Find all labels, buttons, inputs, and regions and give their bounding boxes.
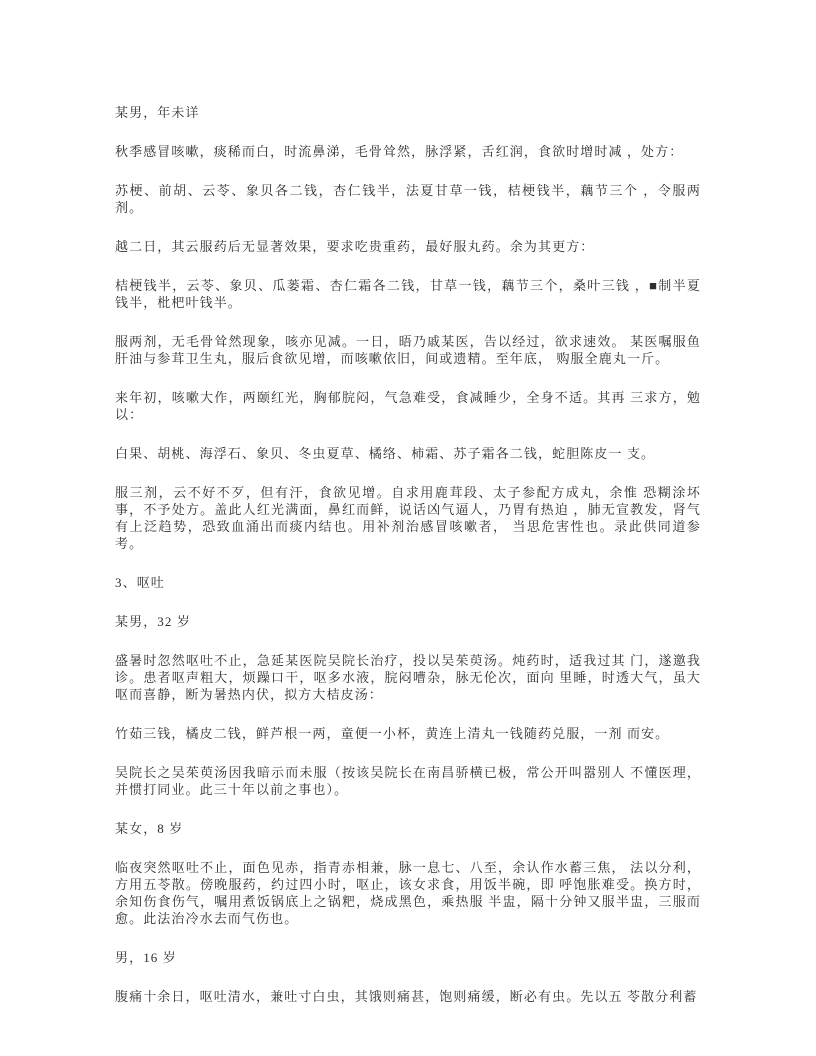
prescription-paragraph: 白果、胡桃、海浮石、象贝、冬虫夏草、橘络、柿霜、苏子霜各二钱，蛇胆陈皮一 支。 [115, 446, 656, 461]
prescription-paragraph: 桔梗钱半，云苓、象贝、瓜蒌霜、杏仁霜各二钱，甘草一钱，藕节三个，桑叶三钱 ，■制半夏钱半，枇杷叶钱半。 [115, 278, 701, 310]
patient-heading: 某女，8 岁 [115, 821, 184, 836]
patient-heading: 男，16 岁 [115, 950, 177, 965]
body-paragraph: 秋季感冒咳嗽，痰稀而白，时流鼻涕，毛骨耸然，脉浮紧，舌红润，食欲时增时减 ，处方： [115, 144, 684, 159]
body-paragraph: 服三剂，云不好不歹，但有汗，食欲见增。自求用鹿茸段、太子参配方成丸，余惟 恐糊涂坏事，不予处方。盖此人红光满面，鼻红而鲜，说话凶气逼人，乃胃有热迫 ，肺无宣教发，肾气有上泛趋势，恐致血涌出而痰内结也。用补剂治感冒咳嗽者， 当思危害性也。录此供同道参考。 [115, 485, 701, 551]
body-paragraph: 腹痛十余日，呕吐清水，兼吐寸白虫，其饿则痛甚，饱则痛缓，断必有虫。先以五 苓散分利蓄 [115, 989, 698, 1004]
prescription-paragraph: 竹茹三钱，橘皮二钱，鲜芦根一两，童便一小杯，黄连上清丸一钱随药兑服，一剂 而安。 [115, 726, 670, 741]
document-page [115, 104, 701, 1027]
section-heading: 3、呕吐 [115, 575, 165, 590]
patient-heading: 某男，32 岁 [115, 614, 191, 629]
body-paragraph: 临夜突然呕吐不止，面色见赤，指青赤相兼，脉一息七、八至，余认作水蓄三焦， 法以分利，方用五苓散。傍晚服药，约过四小时，呕止，该女求食，用饭半碗，即 呼饱胀难受。换方时，余知伤食伤气，嘱用煮饭锅底上之锅粑，烧成黑色，乘热服 半盅，隔十分钟又服半盅，三服而愈。此法治冷水去而气伤也。 [115, 860, 701, 926]
body-paragraph: 吴院长之吴茱萸汤因我暗示而未服（按该吴院长在南昌骄横已极，常公开叫嚣别人 不懂医理，并惯打同业。此三十年以前之事也）。 [115, 765, 701, 797]
body-paragraph: 来年初，咳嗽大作，两颐红光，胸郁脘闷，气急难受，食减睡少，全身不适。其再 三求方，勉以： [115, 390, 701, 422]
patient-heading: 某男，年未详 [115, 105, 200, 120]
body-paragraph: 盛暑时忽然呕吐不止，急延某医院吴院长治疗，投以吴茱萸汤。炖药时，适我过其 门，遂邀我诊。患者呕声粗大，烦躁口干，呕多水液，脘闷嘈杂，脉无伦次，面向 里睡，时透大气，虽大呕而喜静，断为暑热内伏，拟方大桔皮汤： [115, 653, 701, 702]
body-paragraph: 越二日，其云服药后无显著效果，要求吃贵重药，最好服丸药。余为其更方： [115, 239, 595, 254]
body-paragraph: 服两剂，无毛骨耸然现象，咳亦见减。一日，晤乃戚某医，告以经过，欲求速效。 某医嘱服鱼肝油与参茸卫生丸，服后食欲见增，而咳嗽依旧，间或遗精。至年底， 购服全鹿丸一斤。 [115, 334, 701, 366]
prescription-paragraph: 苏梗、前胡、云苓、象贝各二钱，杏仁钱半，法夏甘草一钱，桔梗钱半，藕节三个 ，令服两剂。 [115, 183, 701, 215]
